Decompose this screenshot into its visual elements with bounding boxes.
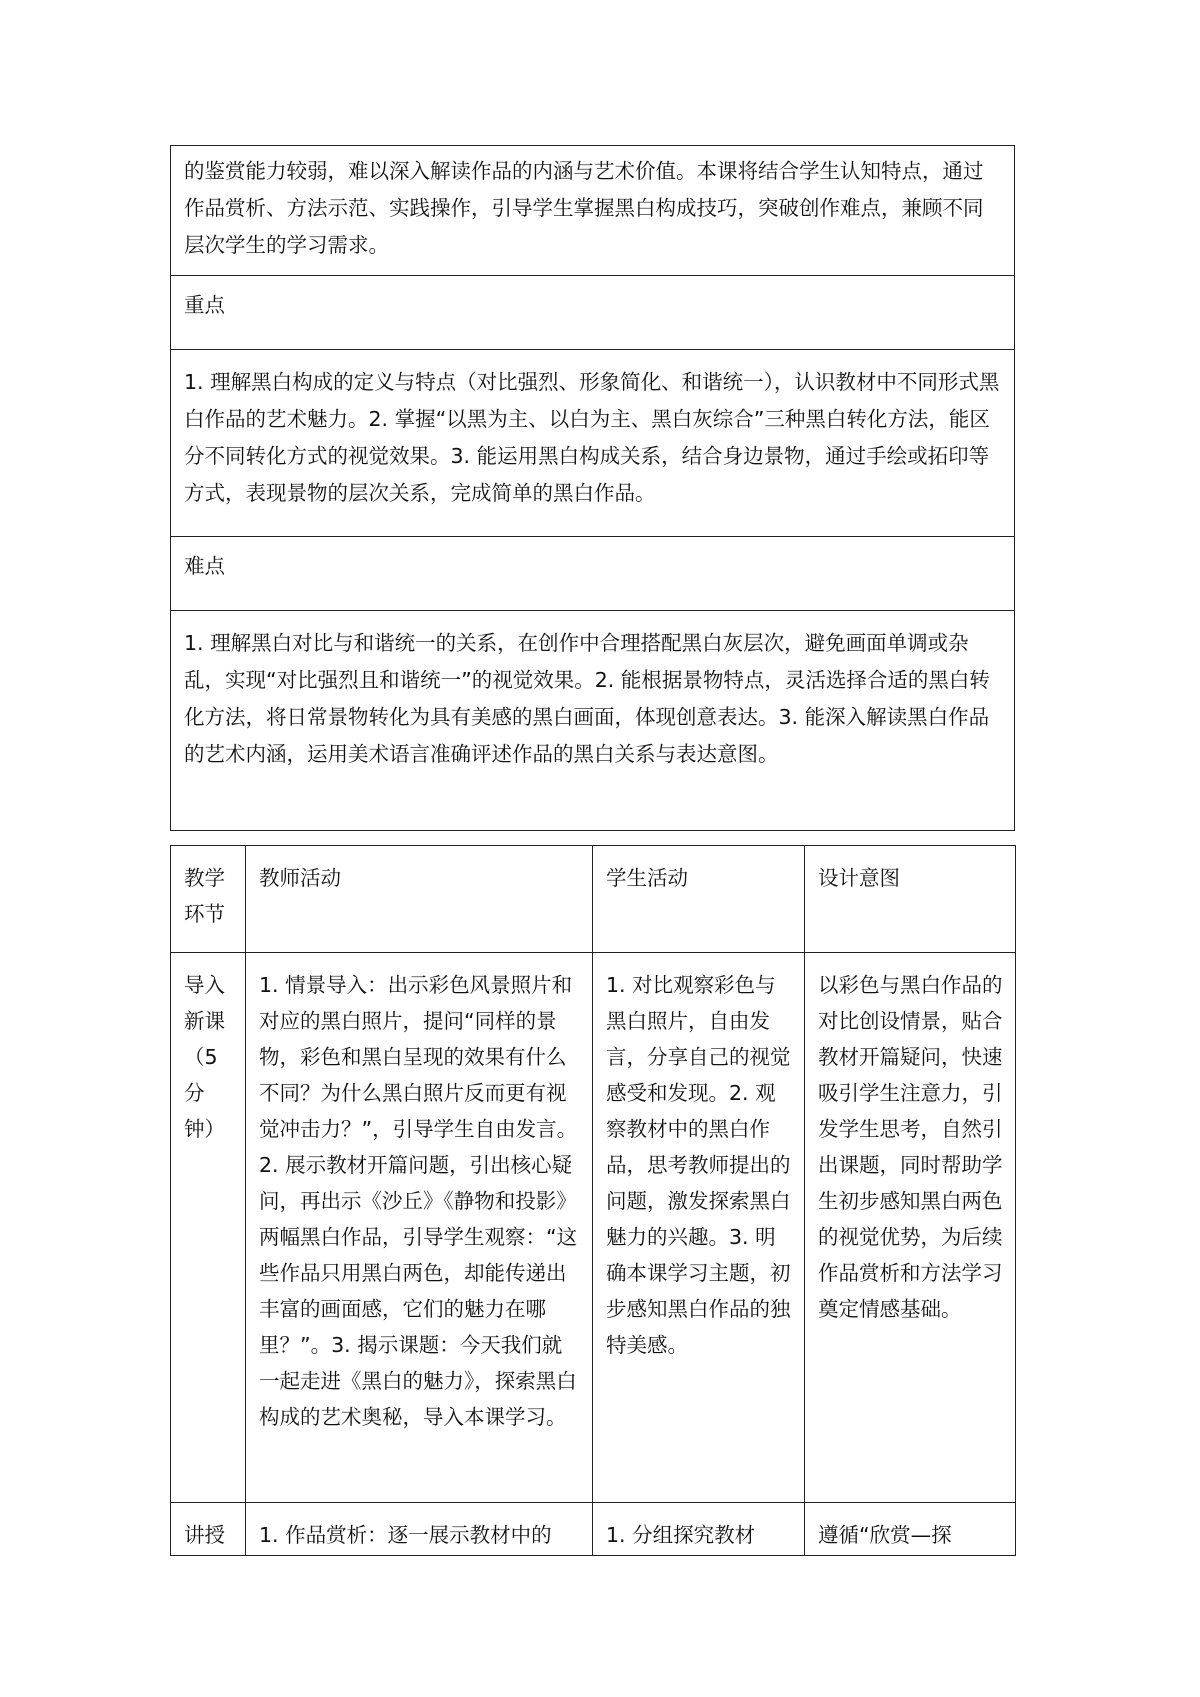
student-activity-cell: 1. 对比观察彩色与黑白照片，自由发言，分享自己的视觉感受和发现。2. 观察教材中的黑白作品，思考教师提出的问题，激发探索黑白魅力的兴趣。3. 明确本课学习主题，初步感知黑白作品的独特美感。 [593,953,805,1503]
table-header-row [171,846,1016,953]
header-stage: 教学环节 [171,846,246,953]
lesson-analysis-table [170,145,1015,831]
design-intent-cell: 以彩色与黑白作品的对比创设情景，贴合教材开篇疑问，快速吸引学生注意力，引发学生思考，自然引出课题，同时帮助学生初步感知黑白两色的视觉优势，为后续作品赏析和方法学习奠定情感基础。 [805,953,1016,1503]
table-row [171,953,1016,1503]
header-student-activity: 学生活动 [593,846,805,953]
difficulties-heading: 难点 [171,537,1015,611]
difficulties-text: 1. 理解黑白对比与和谐统一的关系，在创作中合理搭配黑白灰层次，避免画面单调或杂乱，实现“对比强烈且和谐统一”的视觉效果。2. 能根据景物特点，灵活选择合适的黑白转化方法，将日常景物转化为具有美感的黑白画面，体现创意表达。3. 能深入解读黑白作品的艺术内涵，运用美术语言准确评述作品的黑白关系与表达意图。 [171,611,1015,831]
design-intent-cell: 遵循“欣赏—探 [805,1503,1016,1556]
teacher-activity-cell: 1. 情景导入：出示彩色风景照片和对应的黑白照片，提问“同样的景物，彩色和黑白呈现的效果有什么不同？为什么黑白照片反而更有视觉冲击力？”，引导学生自由发言。2. 展示教材开篇问题，引出核心疑问，再出示《沙丘》《静物和投影》两幅黑白作品，引导学生观察：“这些作品只用黑白两色，却能传递出丰富的画面感，它们的魅力在哪里？”。3. 揭示课题：今天我们就一起走进《黑白的魅力》，探索黑白构成的艺术奥秘，导入本课学习。 [246,953,593,1503]
stage-cell: 导入新课（5分钟） [171,953,246,1503]
learner-analysis-text: 的鉴赏能力较弱，难以深入解读作品的内涵与艺术价值。本课将结合学生认知特点，通过作品赏析、方法示范、实践操作，引导学生掌握黑白构成技巧，突破创作难点，兼顾不同层次学生的学习需求。 [171,146,1015,276]
table-row [171,1503,1016,1556]
stage-cell: 讲授 [171,1503,246,1556]
header-design-intent: 设计意图 [805,846,1016,953]
header-teacher-activity: 教师活动 [246,846,593,953]
teacher-activity-cell: 1. 作品赏析：逐一展示教材中的 [246,1503,593,1556]
student-activity-cell: 1. 分组探究教材 [593,1503,805,1556]
teaching-process-table [170,845,1016,1556]
key-points-heading: 重点 [171,276,1015,350]
key-points-text: 1. 理解黑白构成的定义与特点（对比强烈、形象简化、和谐统一），认识教材中不同形式黑白作品的艺术魅力。2. 掌握“以黑为主、以白为主、黑白灰综合”三种黑白转化方法，能区分不同转化方式的视觉效果。3. 能运用黑白构成关系，结合身边景物，通过手绘或拓印等方式，表现景物的层次关系，完成简单的黑白作品。 [171,350,1015,537]
